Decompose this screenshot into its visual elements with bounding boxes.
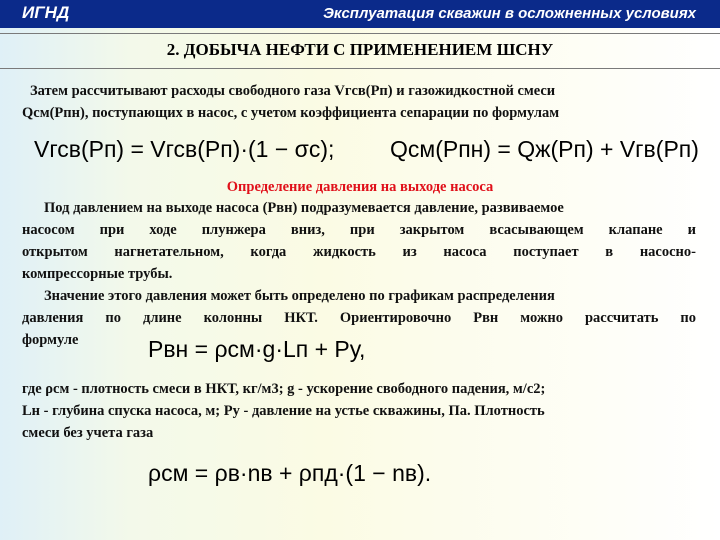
para4-line2: Lн - глубина спуска насоса, м; Ру - давление на устье скважины, Па. Плотность	[22, 403, 545, 419]
formula-density: ρсм = ρв·nв + ρпд·(1 − nв).	[148, 460, 432, 486]
header-divider	[0, 33, 720, 34]
para4-line3: смеси без учета газа	[22, 425, 154, 441]
para2-line4: компрессорные трубы.	[22, 266, 173, 282]
header-bar	[0, 0, 720, 28]
para3-line1: Значение этого давления может быть определено по графикам распределения	[44, 288, 555, 304]
para3-line3: формуле	[22, 332, 79, 348]
title-divider	[0, 68, 720, 69]
para3-line2: давления по длине колонны НКТ. Ориентировочно Рвн можно рассчитать по	[22, 310, 696, 326]
para2-line3: открытом нагнетательном, когда жидкость из насоса поступает в насосно-	[22, 244, 696, 260]
org-label: ИГНД	[22, 3, 70, 22]
formula-outlet-pressure: Рвн = ρсм·g·Lп + Ру,	[148, 336, 366, 362]
para2-line1: Под давлением на выходе насоса (Рвн) подразумевается давление, развиваемое	[44, 200, 564, 216]
course-subject: Эксплуатация скважин в осложненных условиях	[323, 5, 696, 22]
para1-line2: Qсм(Рпн), поступающих в насос, с учетом коэффициента сепарации по формулам	[22, 105, 560, 121]
formula-gas-flow: Vгсв(Рп) = Vгсв(Рп)·(1 − σс);	[34, 136, 335, 162]
para4-line1: где ρсм - плотность смеси в НКТ, кг/м3; g - ускорение свободного падения, м/с2;	[22, 381, 546, 397]
formula-mixture-flow: Qсм(Рпн) = Qж(Рп) + Vгв(Рп)	[390, 136, 699, 162]
para1-line1: Затем рассчитывают расходы свободного газа Vгсв(Рп) и газожидкостной смеси	[30, 83, 556, 99]
slide-title: 2. ДОБЫЧА НЕФТИ С ПРИМЕНЕНИЕМ ШСНУ	[166, 40, 554, 59]
para2-line2: насосом при ходе плунжера вниз, при закрытом всасывающем клапане и	[22, 222, 696, 238]
subheading: Определение давления на выходе насоса	[226, 179, 494, 195]
